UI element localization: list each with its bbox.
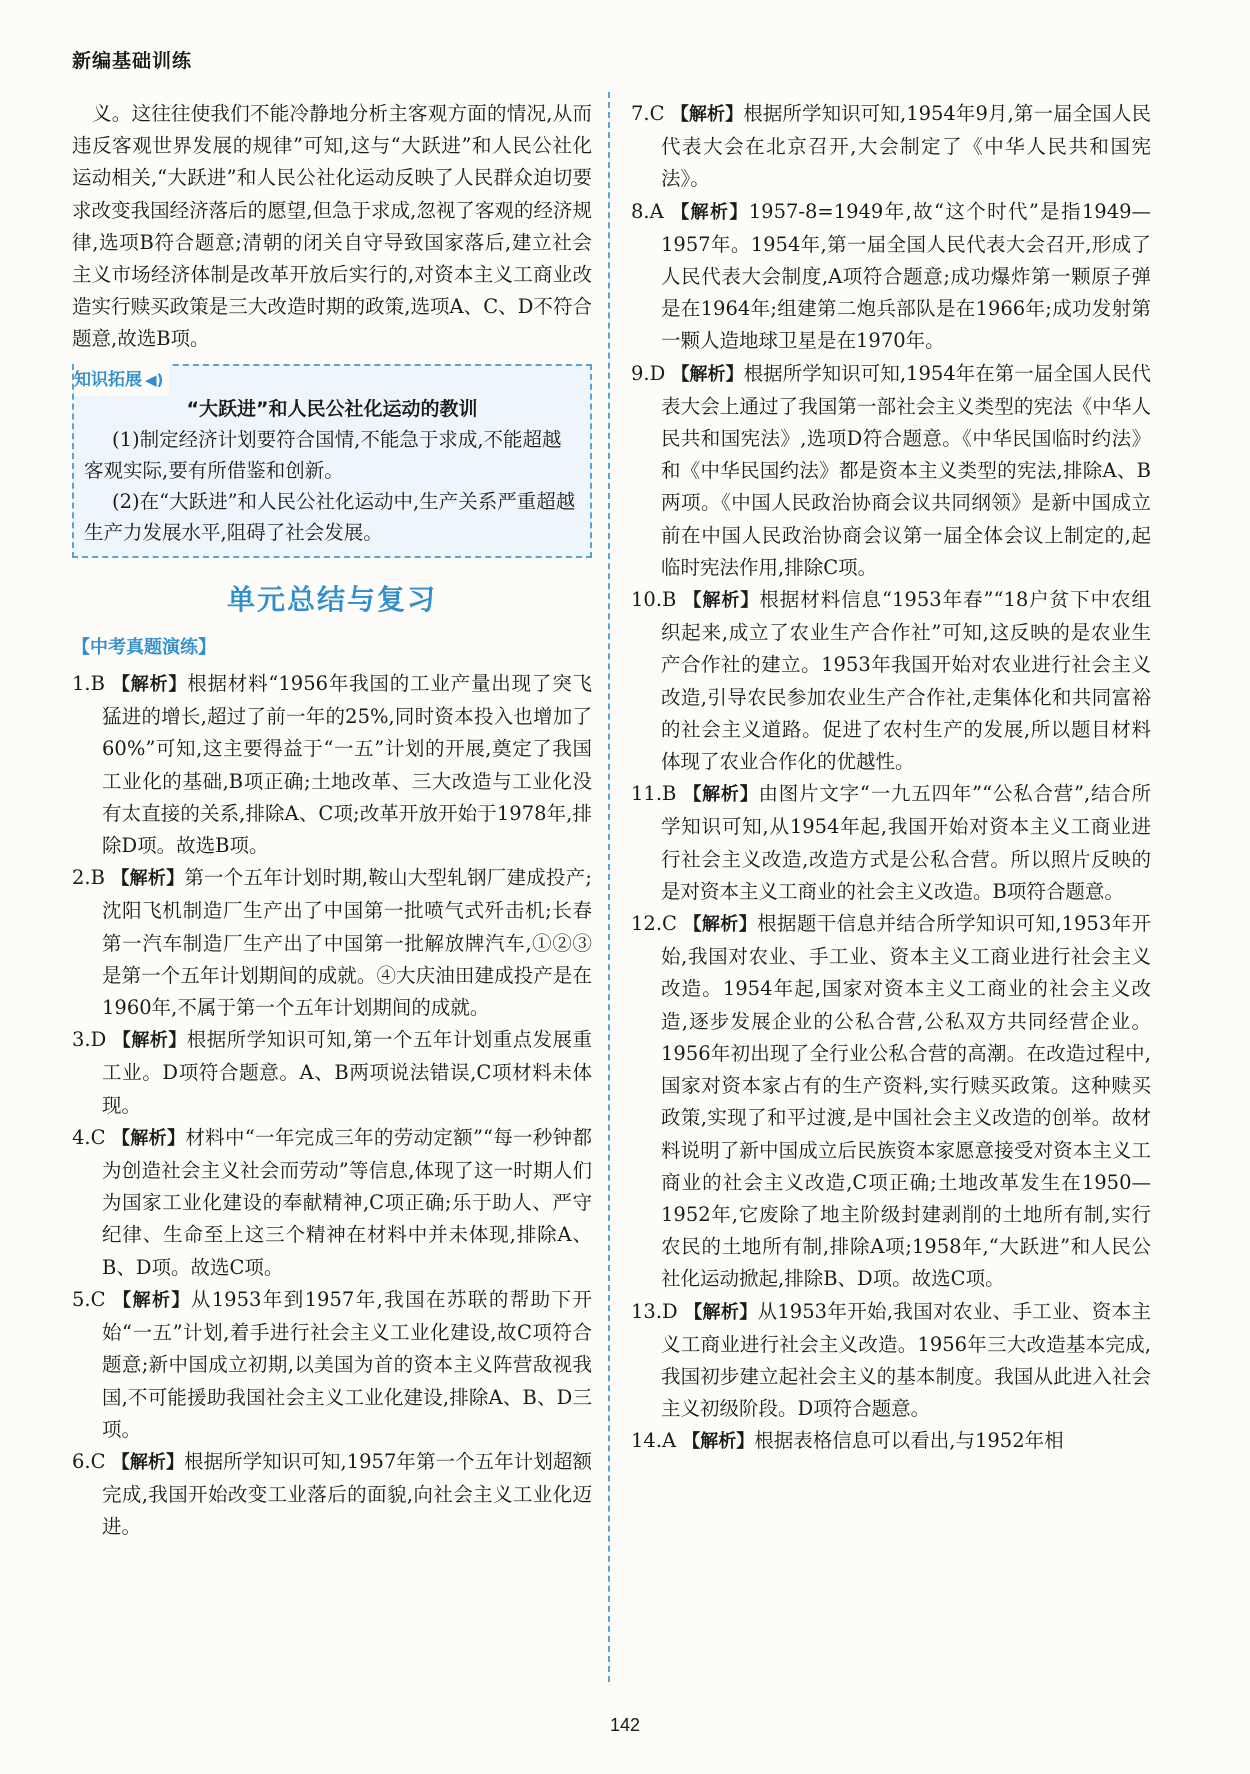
answer-text: 根据题干信息并结合所学知识可知,1953年开始,我国对农业、手工业、资本主义工商业进行社会主义改造。1954年起,国家对资本主义工商业的社会主义改造,逐步发展企业的公私合营,公私双方共同经营企业。1956年初出现了全行业公私合营的高潮。在改造过程中,国家对资本家占有的生产资料,实行赎买政策。这种赎买政策,实现了和平过渡,是中国社会主义改造的创举。故材料说明了新中国成立后民族资本家愿意接受对资本主义工商业的社会主义改造,C项正确;土地改革发生在1950—1952年,它废除了地主阶级封建剥削的土地所有制,实行农民的土地所有制,排除A项;1958年,“大跃进”和人民公社化运动掀起,排除B、D项。故选C项。 (661, 912, 1152, 1291)
answer-text: 根据所学知识可知,1957年第一个五年计划超额完成,我国开始改变工业落后的面貌,向社会主义工业化迈进。 (102, 1449, 592, 1539)
box-paragraph-1: (1)制定经济计划要符合国情,不能急于求成,不能超越客观实际,要有所借鉴和创新。 (84, 427, 562, 482)
answer-number: 5.C (72, 1287, 106, 1311)
analysis-tag: 【解析】 (683, 784, 759, 806)
answer-number: 9.D (631, 361, 666, 385)
analysis-tag: 【解析】 (112, 1030, 187, 1052)
knowledge-extension-label (74, 364, 169, 396)
knowledge-extension-label-text: 知识拓展 (74, 369, 142, 390)
answer-number: 14.A (631, 1429, 677, 1453)
answer-item (72, 1284, 592, 1446)
analysis-tag: 【解析】 (684, 1301, 758, 1323)
column-divider (608, 92, 610, 1682)
answer-text: 从1953年开始,我国对农业、手工业、资本主义工商业进行社会主义改造。1956年三大改造基本完成,我国初步建立起社会主义的基本制度。我国从此进入社会主义初级阶段。D项符合题意。 (661, 1299, 1152, 1421)
answer-number: 10.B (631, 588, 677, 612)
answer-list-left (72, 668, 592, 1543)
answer-text: 根据材料信息“1953年春”“18户贫下中农组织起来,成立了农业生产合作社”可知,这反映的是农业生产合作社的建立。1953年我国开始对农业进行社会主义改造,引导农民参加农业生产合作社,走集体化和共同富裕的社会主义道路。促进了农村生产的发展,所以题目材料体现了农业合作化的优越性。 (661, 588, 1151, 774)
analysis-tag: 【解析】 (111, 868, 185, 890)
analysis-tag: 【解析】 (670, 104, 744, 125)
answer-number: 8.A (631, 199, 664, 223)
book-series-title: 新编基础训练 (72, 50, 193, 72)
answer-text: 根据所学知识可知,第一个五年计划重点发展重工业。D项符合题意。A、B两项说法错误,C项材料未体现。 (102, 1028, 593, 1117)
answer-item (631, 98, 1151, 196)
answer-text: 1957-8=1949年,故“这个时代”是指1949—1957年。1954年,第一届全国人民代表大会召开,形成了人民代表大会制度,A项符合题意;成功爆炸第一颗原子弹是在1964年;组建第二炮兵部队是在1966年;成功发射第一颗人造地球卫星是在1970年。 (661, 199, 1152, 353)
page-number: 142 (609, 1715, 641, 1735)
answer-number: 7.C (631, 102, 665, 125)
analysis-tag: 【解析】 (683, 590, 760, 612)
box-title: “大跃进”和人民公社化运动的教训 (186, 397, 478, 420)
answer-item (72, 1122, 592, 1284)
answer-text: 第一个五年计划时期,鞍山大型轧钢厂建成投产;沈阳飞机制造厂生产出了中国第一批喷气式歼击机;长春第一汽车制造厂生产出了中国第一批解放牌汽车,①②③是第一个五年计划期间的成就。④大庆油田建成投产是在1960年,不属于第一个五年计划期间的成就。 (102, 866, 592, 1020)
sub-section-title: 【中考真题演练】 (72, 636, 216, 658)
answer-text: 从1953年到1957年,我国在苏联的帮助下开始“一五”计划,着手进行社会主义工业化建设,故C项符合题意;新中国成立初期,以美国为首的资本主义阵营敌视我国,不可能援助我国社会主义工业化建设,排除A、B、D三项。 (102, 1287, 593, 1441)
answer-text: 根据所学知识可知,1954年在第一届全国人民代表大会上通过了我国第一部社会主义类型的宪法《中华人民共和国宪法》,选项D符合题意。《中华民国临时约法》和《中华民国约法》都是资本主义类型的宪法,排除A、B两项。《中国人民政治协商会议共同纲领》是新中国成立前在中国人民政治协商会议第一届全体会议上制定的,起临时宪法作用,排除C项。 (661, 361, 1151, 579)
answer-item (631, 584, 1151, 778)
answer-number: 4.C (72, 1125, 106, 1149)
continued-paragraph: 义。这往往使我们不能冷静地分析主客观方面的情况,从而违反客观世界发展的规律”可知,这与“大跃进”和人民公社化运动相关,“大跃进”和人民公社化运动反映了人民群众迫切要求改变我国经济落后的愿望,但急于求成,忽视了客观的经济规律,选项B符合题意;清朝的闭关自守导致国家落后,建立社会主义市场经济体制是改革开放后实行的,对资本主义工商业改造实行赎买政策是三大改造时期的政策,选项A、C、D不符合题意,故选B项。 (72, 102, 592, 351)
answer-item (72, 862, 592, 1024)
answer-text: 材料中“一年完成三年的劳动定额”“每一秒钟都为创造社会主义社会而劳动”等信息,体现了这一时期人们为国家工业化建设的奉献精神,C项正确;乐于助人、严守纪律、生命至上这三个精神在材料中并未体现,排除A、B、D项。故选C项。 (102, 1125, 592, 1279)
analysis-tag: 【解析】 (683, 914, 758, 936)
answer-item (631, 196, 1151, 358)
answer-text: 根据表格信息可以看出,与1952年相 (754, 1429, 1064, 1453)
answer-item (72, 668, 592, 862)
answer-number: 2.B (72, 866, 105, 890)
left-column (72, 98, 592, 1544)
analysis-tag: 【解析】 (112, 1127, 186, 1149)
answer-item (72, 1024, 592, 1122)
section-title: 单元总结与复习 (226, 582, 437, 616)
answer-list-right (631, 98, 1151, 1459)
analysis-tag: 【解析】 (113, 1289, 191, 1311)
answer-item (72, 1446, 592, 1544)
answer-text: 根据材料“1956年我国的工业产量出现了突飞猛进的增长,超过了前一年的25%,同时资本投入也增加了60%”可知,这主要得益于“一五”计划的开展,奠定了我国工业化的基础,B项正确;土地改革、三大改造与工业化没有太直接的关系,排除A、C项;改革开放开始于1978年,排除D项。故选B项。 (102, 672, 592, 858)
answer-number: 6.C (72, 1449, 106, 1473)
answer-text: 根据所学知识可知,1954年9月,第一届全国人民代表大会在北京召开,大会制定了《中华人民共和国宪法》。 (661, 102, 1151, 191)
answer-item (631, 778, 1151, 908)
analysis-tag: 【解析】 (111, 674, 188, 696)
answer-text: 由图片文字“一九五四年”“公私合营”,结合所学知识可知,从1954年起,我国开始对资本主义工商业进行社会主义改造,改造方式是公私合营。所以照片反映的是对资本主义工商业的社会主义改造。B项符合题意。 (661, 782, 1152, 903)
analysis-tag: 【解析】 (671, 363, 744, 385)
answer-number: 1.B (72, 672, 105, 696)
answer-item (631, 908, 1151, 1295)
answer-number: 11.B (631, 782, 677, 806)
knowledge-extension-box (72, 364, 592, 558)
analysis-tag: 【解析】 (111, 1451, 185, 1473)
right-column (631, 98, 1151, 1459)
box-paragraph-2: (2)在“大跃进”和人民公社化运动中,生产关系严重超越生产力发展水平,阻碍了社会发展。 (84, 489, 576, 544)
analysis-tag: 【解析】 (671, 201, 749, 223)
speaker-icon: ◀) (145, 370, 164, 389)
answer-number: 13.D (631, 1299, 678, 1323)
analysis-tag: 【解析】 (682, 1431, 755, 1453)
answer-item (631, 358, 1151, 584)
answer-number: 3.D (72, 1028, 107, 1052)
answer-number: 12.C (631, 912, 677, 936)
answer-item (631, 1425, 1151, 1458)
answer-item (631, 1296, 1151, 1426)
